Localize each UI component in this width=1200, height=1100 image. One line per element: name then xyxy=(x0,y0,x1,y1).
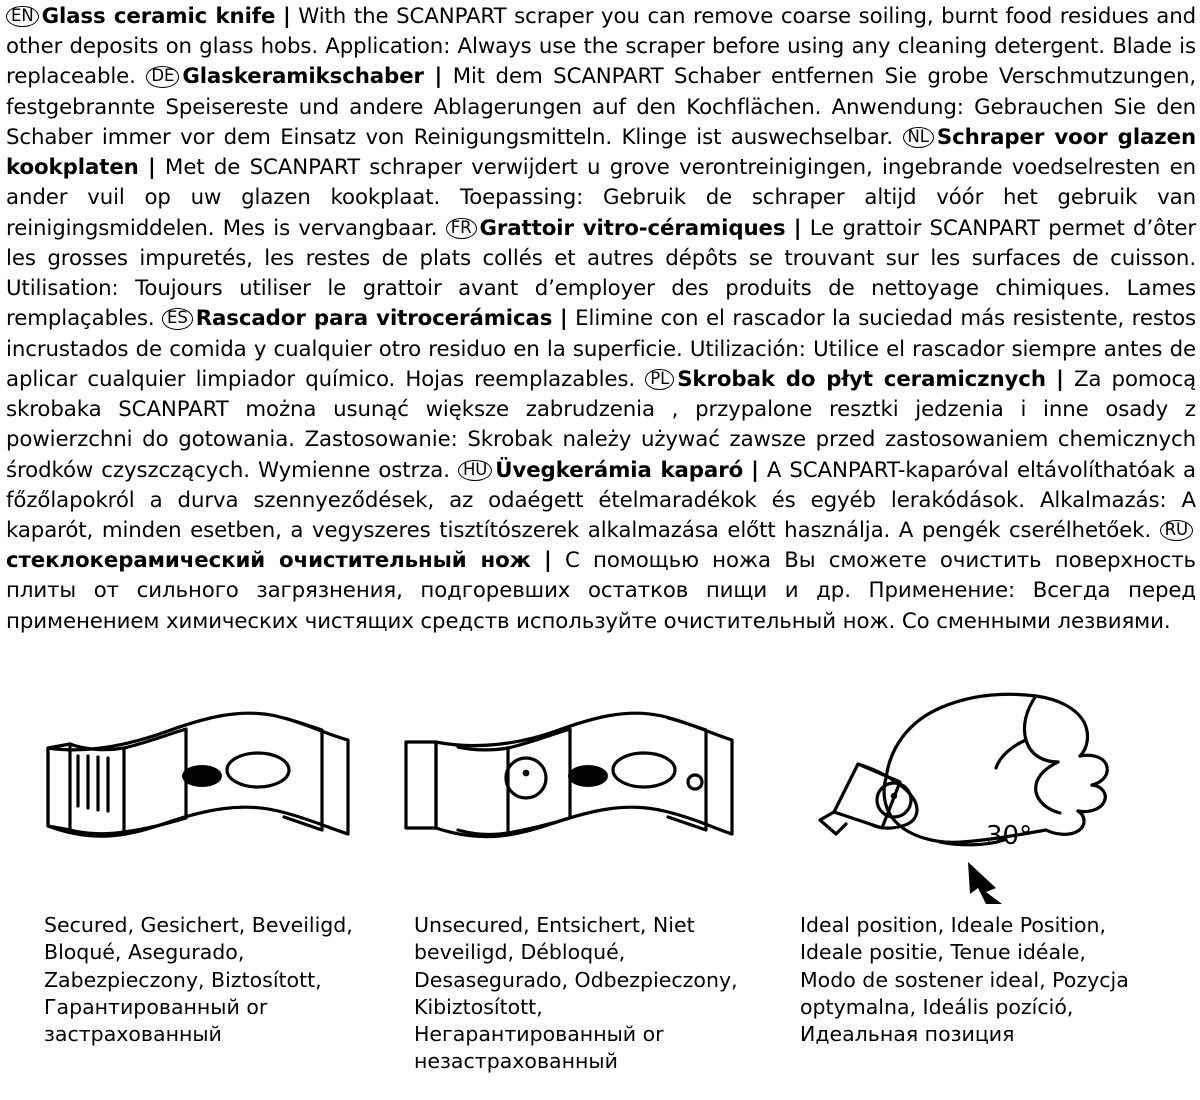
language-code-badge-en: EN xyxy=(6,6,39,27)
language-body-nl: Met de SCANPART schraper verwijdert u grove verontreinigingen, ingebrande voedselresten en ander vuil op uw glazen kookplaat. Toepassing: Gebruik de schraper altijd vóór het gebruik van reinigingsmiddelen. Mes is vervangbaar. xyxy=(6,155,1197,241)
language-title-es: Rascador para vitrocerámicas xyxy=(195,306,553,332)
figure-caption-secured: Secured, Gesichert, Beveiligd, Bloqué, Asegurado, Zabezpieczony, Biztosított, Гарантированный or застрахованный xyxy=(44,913,353,1046)
scraper-secured-illustration xyxy=(26,630,406,910)
language-code-badge-pl: PL xyxy=(645,369,674,390)
language-body-hu: A SCANPART-kaparóval eltávolíthatóak a főzőlapokról a durva szennyeződések, az odaégett ételmaradékok és egyéb lerakódások. Alkalmazás: A kaparót, minden esetben, a vegyszeres tisztítószerek alkalmazása előtt használja. A pengék cserélhetőek. xyxy=(6,457,1197,543)
figure-ideal-position xyxy=(790,630,1170,1100)
figure-secured xyxy=(26,630,406,1100)
scraper-unsecured-illustration xyxy=(400,630,780,910)
hand-holding-scraper-illustration xyxy=(790,630,1170,910)
multilingual-description xyxy=(6,2,1196,637)
language-body-es: Elimine con el rascador la suciedad más resistente, restos incrustados de comida y cualquier otro residuo en la superficie. Utilización: Utilice el rascador siempre antes de aplicar cualquier limpiador químico. Hojas reemplazables. xyxy=(6,306,1197,392)
language-title-ru: стеклокерамический очистительный нож xyxy=(6,548,531,574)
language-code-badge-nl: NL xyxy=(903,127,934,148)
language-separator-pl: | xyxy=(1056,366,1064,392)
language-title-hu: Üvegkerámia kaparó xyxy=(495,457,744,483)
angle-label: 30° xyxy=(986,821,1033,851)
language-separator-fr: | xyxy=(793,215,802,241)
language-separator-nl: | xyxy=(148,155,156,181)
language-code-badge-hu: HU xyxy=(458,460,492,481)
language-title-de: Glaskeramikschaber xyxy=(182,64,424,90)
language-code-badge-de: DE xyxy=(146,66,179,87)
language-body-de: Mit dem SCANPART Schaber entfernen Sie grobe Verschmutzungen, festgebrannte Speisereste und andere Ablagerungen auf den Kochflächen. Anwendung: Gebrauchen Sie den Schaber immer vor dem Einsatz von Reinigungsmitteln. Klinge ist auswechselbar. xyxy=(6,64,1197,150)
language-code-badge-fr: FR xyxy=(446,218,477,239)
language-separator-ru: | xyxy=(544,548,552,574)
language-title-fr: Grattoir vitro-céramiques xyxy=(479,215,786,241)
language-separator-de: | xyxy=(434,64,443,90)
language-code-badge-ru: RU xyxy=(1160,520,1193,541)
figure-caption-ideal-position: Ideal position, Ideale Position, Ideale positie, Tenue idéale, Modo de sostener ideal, Pozycja optymalna, Ideális pozíció, Идеальная позиция xyxy=(800,913,1129,1046)
language-title-pl: Skrobak do płyt ceramicznych xyxy=(677,366,1046,392)
language-body-en: With the SCANPART scraper you can remove coarse soiling, burnt food residues and other deposits on glass hobs. Application: Always use the scraper before using any cleaning detergent. Blade is replaceable. xyxy=(6,4,1197,90)
language-body-fr: Le grattoir SCANPART permet d’ôter les grosses impuretés, les restes de plats collés et autres dépôts se trouvant sur les surfaces de cuisson. Utilisation: Toujours utiliser le grattoir avant d’employer des produits de nettoyage chimiques. Lames remplaçables. xyxy=(6,215,1196,332)
figure-unsecured xyxy=(400,630,780,1100)
language-title-nl: Schraper voor glazen kookplaten xyxy=(6,124,1197,181)
language-separator-es: | xyxy=(559,306,568,332)
language-title-en: Glass ceramic knife xyxy=(41,4,276,29)
figure-caption-unsecured: Unsecured, Entsichert, Niet beveiligd, Débloqué, Desasegurado, Odbezpieczony, Kibiztosított, Негарантированный or незастрахованный xyxy=(414,913,738,1074)
language-separator-en: | xyxy=(282,4,291,29)
language-separator-hu: | xyxy=(751,457,759,483)
figure-row xyxy=(0,630,1200,1100)
language-body-pl: Za pomocą skrobaka SCANPART można usunąć większe zabrudzenia , przypalone resztki jedzenia i inne osady z powierzchni do gotowania. Zastosowanie: Skrobak należy używać zawsze przed zastosowaniem chemicznych środków czyszczących. Wymienne ostrza. xyxy=(6,366,1197,483)
language-code-badge-es: ES xyxy=(162,308,193,329)
language-body-ru: С помощью ножа Вы сможете очистить поверхность плиты от сильного загрязнения, подгоревших остатков пищи и др. Применение: Всегда перед применением химических чистящих средств используйте очистительный нож. Со сменными лезвиями. xyxy=(6,548,1196,634)
